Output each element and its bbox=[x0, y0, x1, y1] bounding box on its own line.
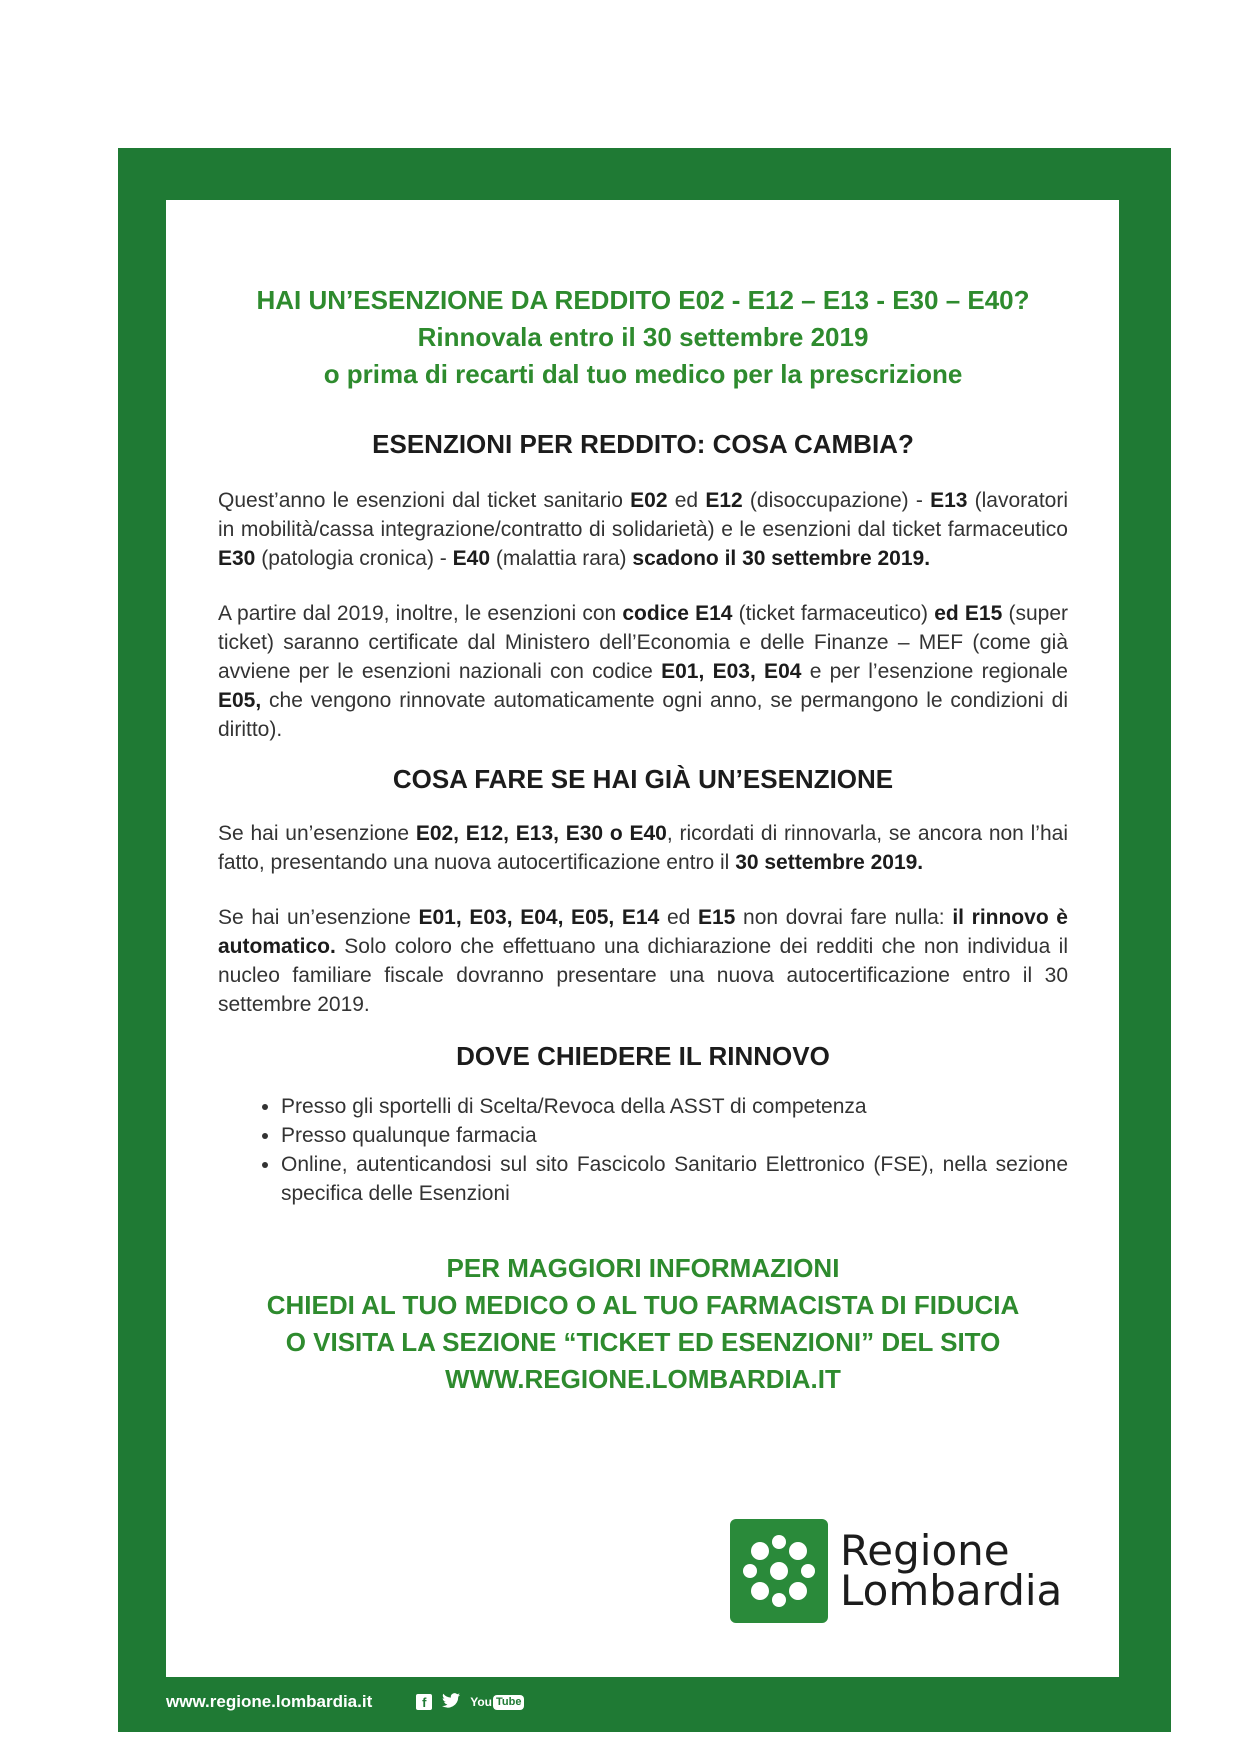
info-line-1: PER MAGGIORI INFORMAZIONI bbox=[446, 1253, 840, 1283]
logo-wordmark: Regione Lombardia bbox=[840, 1526, 1063, 1615]
social-links bbox=[416, 1693, 524, 1712]
info-line-3: O VISITA LA SEZIONE “TICKET ED ESENZIONI” DEL SITO bbox=[285, 1327, 1001, 1357]
paragraph-automatic: Se hai un’esenzione E01, E03, E04, E05, E14 ed E15 non dovrai fare nulla: il rinnovo è automatico. Solo coloro che effettuano una dichiarazione dei redditi che non individua il nucleo familiare fiscale dovranno presentare una nuova autocertificazione entro il 30 settembre 2019. bbox=[218, 906, 1068, 1016]
regione-lombardia-logo bbox=[730, 1518, 1075, 1624]
headline-question: HAI UN’ESENZIONE DA REDDITO E02 - E12 – E13 - E30 – E40? bbox=[256, 285, 1030, 315]
info-website: WWW.REGIONE.LOMBARDIA.IT bbox=[445, 1364, 841, 1394]
section-title-where: DOVE CHIEDERE IL RINNOVO bbox=[456, 1041, 830, 1071]
poster-panel bbox=[166, 200, 1119, 1677]
youtube-icon[interactable]: You Tube bbox=[470, 1695, 524, 1710]
paragraph-renew: Se hai un’esenzione E02, E12, E13, E30 o E40, ricordati di rinnovarla, se ancora non l’hai fatto, presentando una nuova autocertificazione entro il 30 settembre 2019. bbox=[218, 822, 1068, 874]
list-item: • Presso gli sportelli di Scelta/Revoca della ASST di competenza bbox=[281, 1092, 1068, 1121]
rosa-camuna-icon bbox=[730, 1519, 828, 1623]
section-title-what-to-do: COSA FARE SE HAI GIÀ UN’ESENZIONE bbox=[392, 764, 894, 794]
list-item: • Presso qualunque farmacia bbox=[281, 1121, 1068, 1150]
section-title-changes: ESENZIONI PER REDDITO: COSA CAMBIA? bbox=[372, 429, 914, 459]
paragraph-mef: A partire dal 2019, inoltre, le esenzioni con codice E14 (ticket farmaceutico) ed E15 (super ticket) saranno certificate dal Ministero dell’Economia e delle Finanze – MEF (come già avviene per le esenzioni nazionali con codice E01, E03, E04 e per l’esenzione regionale E05, che vengono rinnovate automaticamente ogni anno, se permangono le condizioni di diritto). bbox=[218, 602, 1068, 741]
green-frame bbox=[118, 148, 1171, 1732]
headline-deadline: Rinnovala entro il 30 settembre 2019 bbox=[417, 322, 869, 352]
footer-bar bbox=[166, 1686, 1119, 1718]
info-line-2: CHIEDI AL TUO MEDICO O AL TUO FARMACISTA DI FIDUCIA bbox=[266, 1290, 1020, 1320]
paragraph-expiry: Quest’anno le esenzioni dal ticket sanitario E02 ed E12 (disoccupazione) - E13 (lavoratori in mobilità/cassa integrazione/contratto di solidarietà) e le esenzioni dal ticket farmaceutico E30 (patologia cronica) - E40 (malattia rara) scadono il 30 settembre 2019. bbox=[218, 489, 1069, 570]
twitter-icon[interactable] bbox=[442, 1693, 460, 1712]
footer-url[interactable]: www.regione.lombardia.it bbox=[166, 1692, 373, 1711]
poster-content bbox=[218, 282, 1068, 1398]
renewal-locations-list bbox=[218, 1092, 1068, 1208]
facebook-icon[interactable]: f bbox=[416, 1694, 432, 1710]
list-item: • Online, autenticandosi sul sito Fascicolo Sanitario Elettronico (FSE), nella sezione specifica delle Esenzioni bbox=[281, 1150, 1068, 1208]
headline-subtitle: o prima di recarti dal tuo medico per la prescrizione bbox=[323, 359, 963, 389]
